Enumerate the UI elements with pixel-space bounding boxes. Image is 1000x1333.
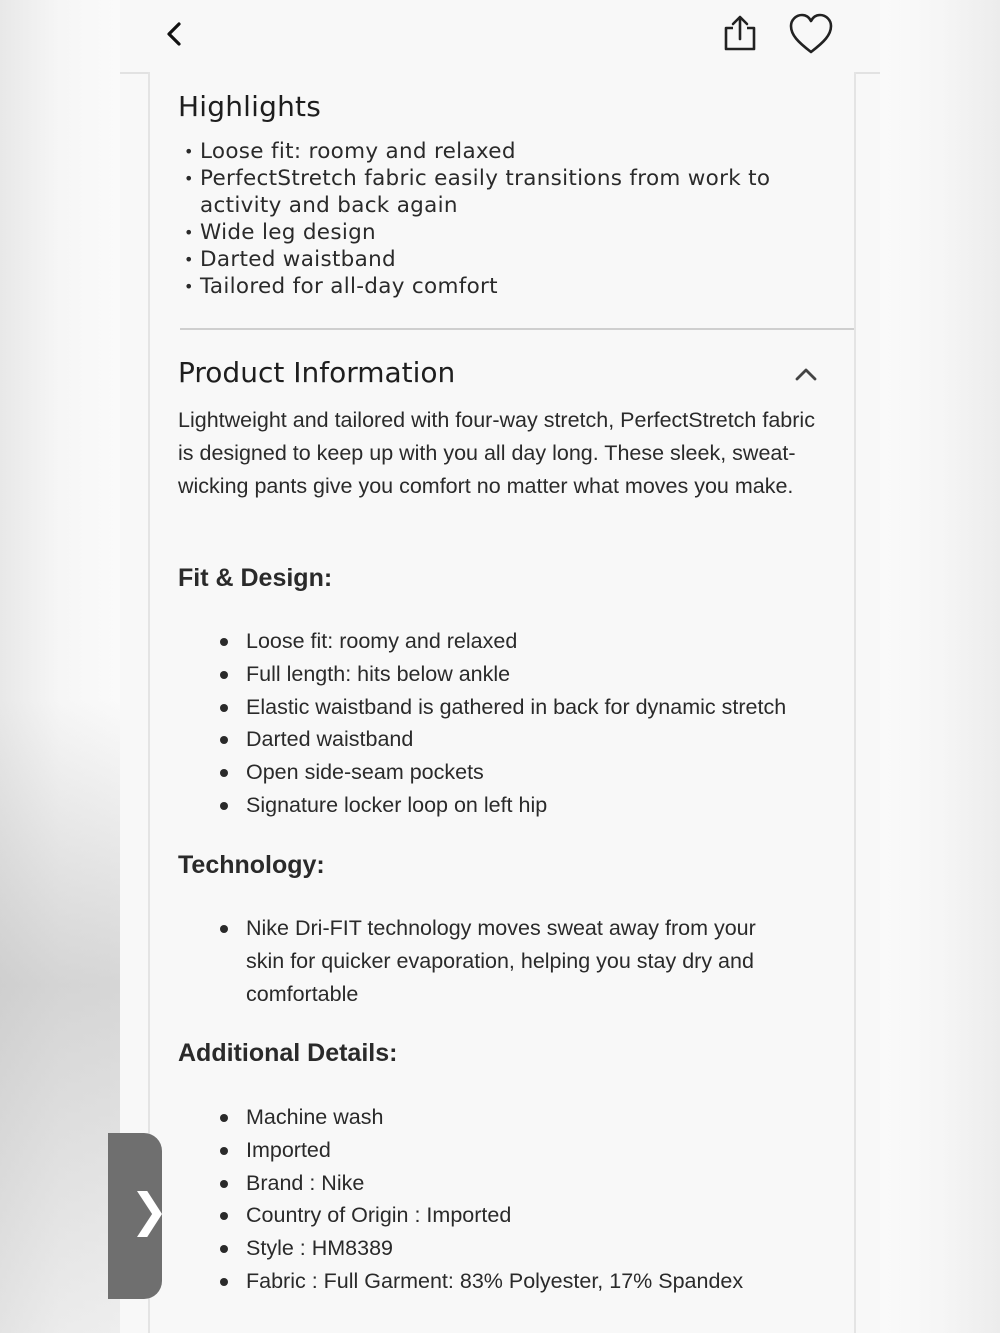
product-description: Lightweight and tailored with four-way stretch, PerfectStretch fabric is designed to keep up with you all day long. These sleek, sweat-wicking pants give you comfort no matter what moves you make. — [178, 408, 815, 498]
chevron-right-icon: ❯ — [130, 1183, 169, 1237]
list-item: Style : HM8389 — [218, 1232, 818, 1265]
side-drawer-tab[interactable] — [108, 1133, 169, 1299]
background-shade — [0, 700, 120, 1333]
list-item: Machine wash — [218, 1101, 818, 1134]
list-item: • Tailored for all-day comfort — [184, 273, 800, 300]
fit-design-list — [218, 625, 818, 822]
highlights-list — [184, 138, 800, 300]
share-icon — [722, 14, 758, 54]
collapse-button[interactable] — [792, 362, 820, 386]
list-item: • Wide leg design — [184, 219, 800, 246]
favorite-button[interactable] — [788, 12, 834, 56]
additional-details-title: Additional Details: — [178, 1039, 398, 1067]
list-item: Darted waistband — [218, 723, 818, 756]
top-navigation-bar — [120, 0, 880, 74]
list-item: Fabric : Full Garment: 83% Polyester, 17% Spandex — [218, 1265, 818, 1298]
list-item: • PerfectStretch fabric easily transitions from work to activity and back again — [184, 165, 800, 219]
list-item: Nike Dri-FIT technology moves sweat away from your skin for quicker evaporation, helping you stay dry and comfortable — [218, 912, 778, 1010]
highlights-title: Highlights — [178, 90, 321, 123]
back-button[interactable] — [160, 18, 190, 50]
list-item: • Loose fit: roomy and relaxed — [184, 138, 800, 165]
list-item: Imported — [218, 1134, 818, 1167]
technology-list — [218, 912, 778, 1010]
heart-icon — [788, 12, 834, 56]
section-divider — [180, 328, 854, 330]
list-item: • Darted waistband — [184, 246, 800, 273]
share-button[interactable] — [722, 14, 758, 54]
list-item: Signature locker loop on left hip — [218, 789, 818, 822]
list-item: Open side-seam pockets — [218, 756, 818, 789]
product-information-title: Product Information — [178, 356, 456, 389]
list-item: Country of Origin : Imported — [218, 1199, 818, 1232]
chevron-up-icon — [792, 362, 820, 386]
additional-details-list — [218, 1101, 818, 1298]
list-item: Elastic waistband is gathered in back for dynamic stretch — [218, 691, 818, 724]
list-item: Brand : Nike — [218, 1167, 818, 1200]
fit-design-title: Fit & Design: — [178, 564, 333, 592]
app-screen — [120, 0, 880, 1333]
list-item: Full length: hits below ankle — [218, 658, 818, 691]
product-details-panel — [148, 72, 856, 1333]
technology-title: Technology: — [178, 851, 325, 879]
list-item: Loose fit: roomy and relaxed — [218, 625, 818, 658]
chevron-left-icon — [160, 18, 190, 50]
